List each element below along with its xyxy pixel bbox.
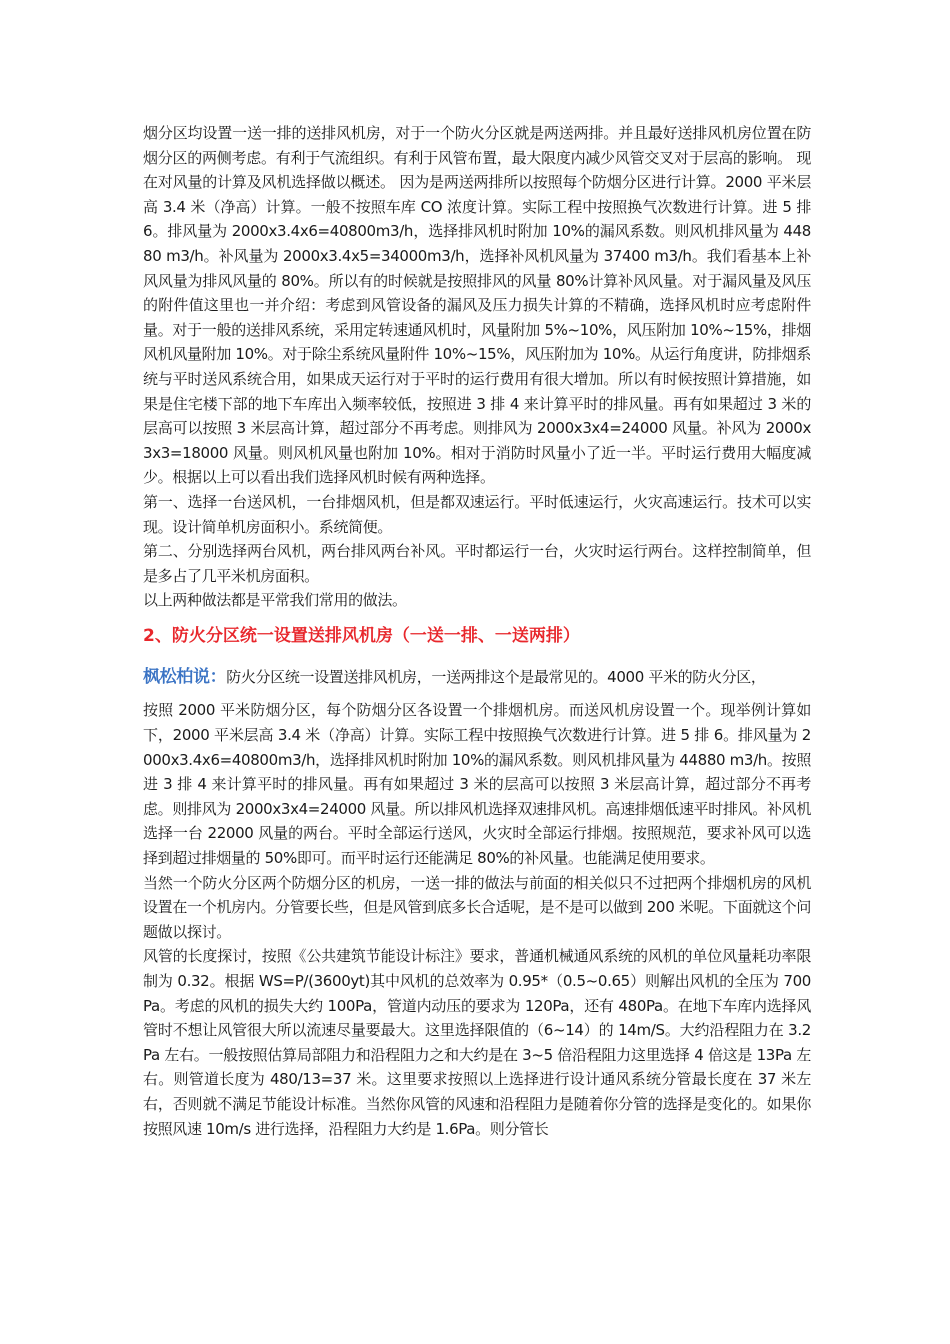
body-paragraph: 第一、选择一台送风机，一台排烟风机，但是都双速运行。平时低速运行，火灾高速运行。技术可以实现。设计简单机房面积小。系统简便。 bbox=[143, 492, 811, 536]
body-paragraph: 烟分区均设置一送一排的送排风机房，对于一个防火分区就是两送两排。并且最好送排风机房位置在防烟分区的两侧考虑。有利于气流组织。有利于风管布置，最大限度内减少风管交叉对于层高的影响。 现在对风量的计算及风机选择做以概述。 因为是两送两排所以按照每个防烟分区进行计算。2000 平米层高 3.4 米（净高）计算。一般不按照车库 CO 浓度计算。实际工程中按照换气次数进行计算。进 5 排 6。排风量为 2000x3.4x6=40800m3/h，选择排风机时附加 10%的漏风系数。则风机排风量为 44880 m3/h。补风量为 2000x3.4x5=34000m3/h，选择补风机风量为 37400 m3/h。我们看基本上补风风量为排风风量的 80%。所以有的时候就是按照排风的风量 80%计算补风风量。对于漏风量及风压的附件值这里也一并介绍：考虑到风管设备的漏风及压力损失计算的不精确，选择风机时应考虑附件量。对于一般的送排风系统，采用定转速通风机时，风量附加 5%~10%，风压附加 10%~15%，排烟风机风量附加 10%。对于除尘系统风量附件 10%~15%，风压附加为 10%。从运行角度讲，防排烟系统与平时送风系统合用，如果成天运行对于平时的运行费用有很大增加。所以有时候按照计算措施，如果是住宅楼下部的地下车库出入频率较低，按照进 3 排 4 来计算平时的排风量。再有如果超过 3 米的层高可以按照 3 米层高计算，超过部分不再考虑。则排风为 2000x3x4=24000 风量。补风为 2000x3x3=18000 风量。则风机风量也附加 10%。相对于消防时风量小了近一半。平时运行费用大幅度减少。根据以上可以看出我们选择风机时候有两种选择。 bbox=[143, 124, 811, 487]
section-heading: 2、防火分区统一设置送排风机房（一送一排、一送两排） bbox=[143, 625, 580, 646]
body-paragraph: 风管的长度探讨，按照《公共建筑节能设计标注》要求，普通机械通风系统的风机的单位风量耗功率限制为 0.32。根据 WS=P/(3600yt)其中风机的总效率为 0.95*（0.5~0.65）则解出风机的全压为 700Pa。考虑的风机的损失大约 100Pa，管道内动压的要求为 120Pa，还有 480Pa。在地下车库内选择风管时不想让风管很大所以流速尽量要最大。这里选择限值的（6~14）的 14m/S。大约沿程阻力在 3.2Pa 左右。一般按照估算局部阻力和沿程阻力之和大约是在 3~5 倍沿程阻力这里选择 4 倍这是 13Pa 左右。则管道长度为 480/13=37 米。这里要求按照以上选择进行设计通风系统分管最长度在 37 米左右，否则就不满足节能设计标准。当然你风管的风速和沿程阻力是随着你分管的选择是变化的。如果你按照风速 10m/s 进行选择，沿程阻力大约是 1.6Pa。则分管长 bbox=[143, 947, 811, 1138]
lead-line bbox=[143, 665, 811, 690]
lead-text: 防火分区统一设置送排风机房，一送两排这个是最常见的。4000 平米的防火分区， bbox=[226, 667, 766, 686]
body-paragraph: 以上两种做法都是平常我们常用的做法。 bbox=[143, 591, 407, 610]
body-paragraph: 按照 2000 平米防烟分区，每个防烟分区各设置一个排烟机房。而送风机房设置一个。现举例计算如下，2000 平米层高 3.4 米（净高）计算。实际工程中按照换气次数进行计算。进 5 排 6。排风量为 2000x3.4x6=40800m3/h，选择排风机时附加 10%的漏风系数。则风机排风量为 44880 m3/h。按照进 3 排 4 来计算平时的排风量。再有如果超过 3 米的层高可以按照 3 米层高计算，超过部分不再考虑。则排风为 2000x3x4=24000 风量。所以排风机选择双速排风机。高速排烟低速平时排风。补风机选择一台 22000 风量的两台。平时全部运行送风，火灾时全部运行排烟。按照规范，要求补风可以选择到超过排烟量的 50%即可。而平时运行还能满足 80%的补风量。也能满足使用要求。 bbox=[143, 701, 811, 868]
document-page bbox=[143, 121, 811, 1141]
lead-paragraph bbox=[143, 665, 811, 690]
body-paragraph: 当然一个防火分区两个防烟分区的机房，一送一排的做法与前面的相关似只不过把两个排烟机房的风机设置在一个机房内。分管要长些，但是风管到底多长合适呢，是不是可以做到 200 米呢。下面就这个问题做以探讨。 bbox=[143, 873, 811, 941]
body-paragraph: 第二、分别选择两台风机，两台排风两台补风。平时都运行一台，火灾时运行两台。这样控制简单，但是多占了几平米机房面积。 bbox=[143, 542, 811, 585]
author-label: 枫松柏说： bbox=[143, 666, 227, 687]
